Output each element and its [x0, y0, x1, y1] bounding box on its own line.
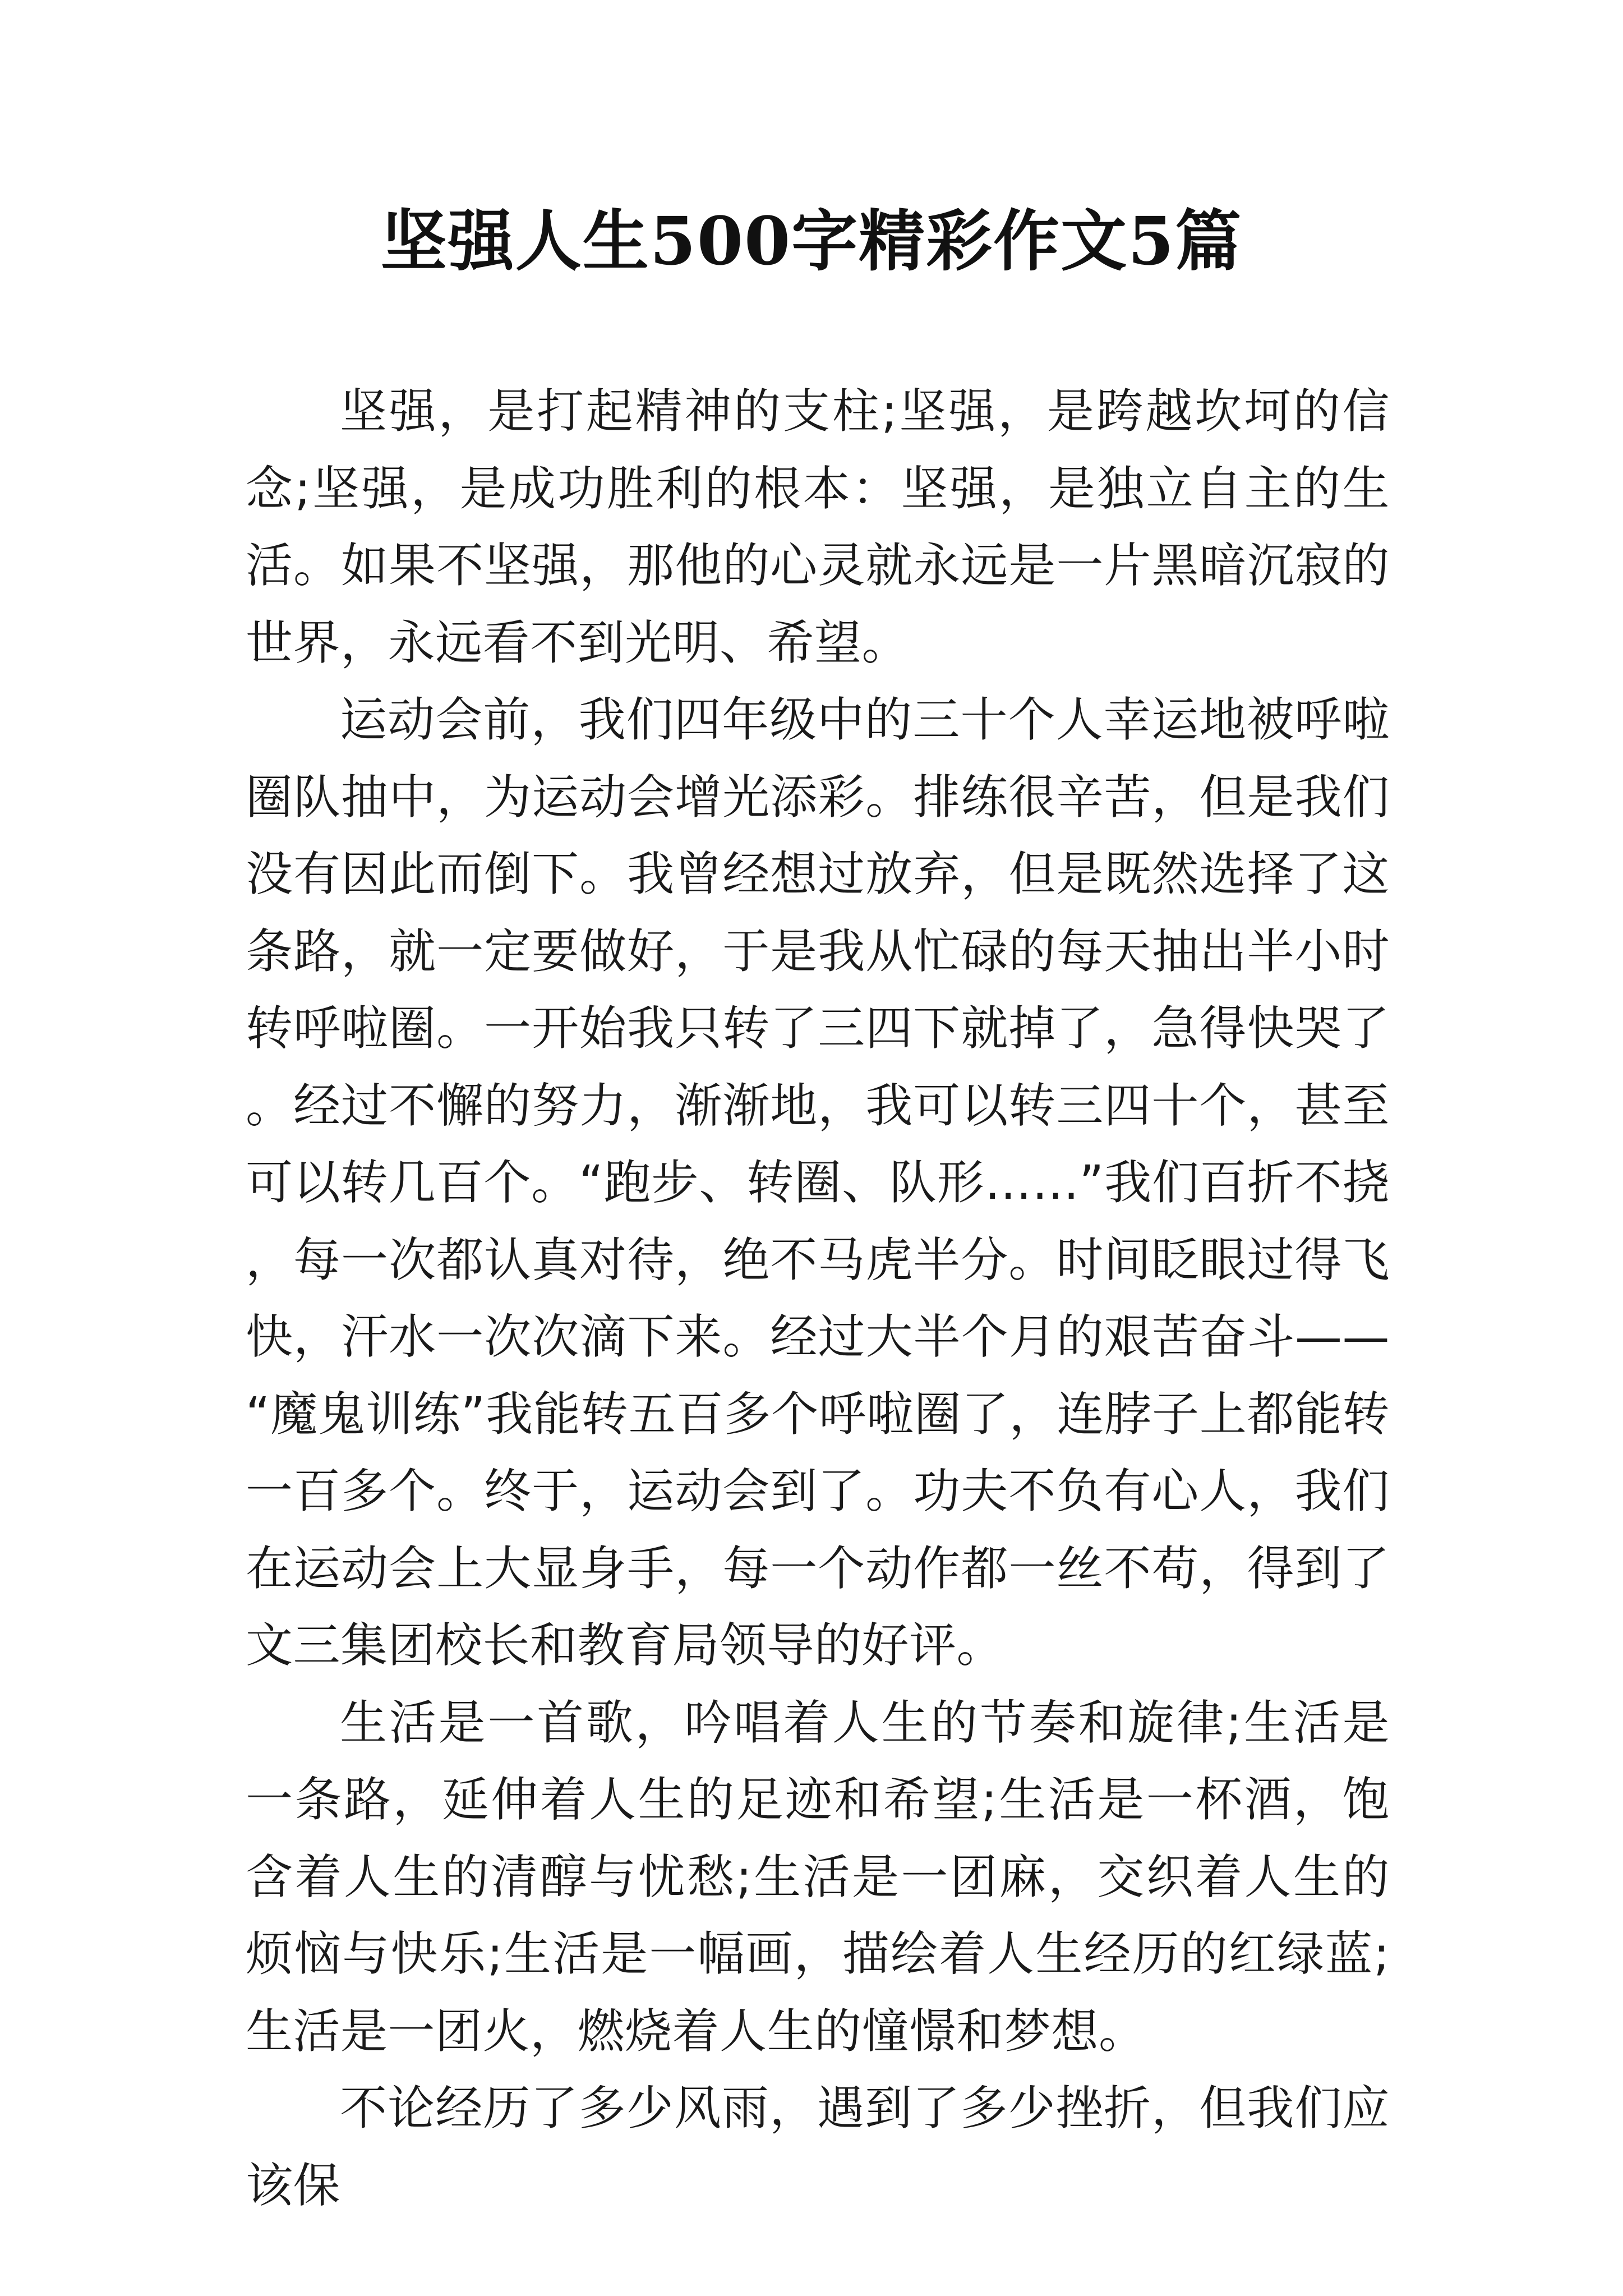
paragraph-4: 不论经历了多少风雨，遇到了多少挫折，但我们应该保	[246, 2081, 1390, 2213]
paragraph-2: 运动会前，我们四年级中的三十个人幸运地被呼啦圈队抽中，为运动会增光添彩。排练很辛苦，但是我们没有因此而倒下。我曾经想过放弃，但是既然选择了这条路，就一定要做好，于是我从忙碌的每天抽出半小时转呼啦圈。一开始我只转了三四下就掉了，急得快哭了。经过不懈的努力，渐渐地，我可以转三四十个，甚至可以转几百个。“跑步、转圈、队形……”我们百折不挠，每一次都认真对待，绝不马虎半分。时间眨眼过得飞快，汗水一次次滴下来。经过大半个月的艰苦奋斗——“魔鬼训练”我能转五百多个呼啦圈了，连脖子上都能转一百多个。终于，运动会到了。功夫不负有心人，我们在运动会上大显身手，每一个动作都一丝不苟，得到了文三集团校长和教育局领导的好评。	[246, 692, 1390, 1673]
document-title: 坚强人生500字精彩作文5篇	[380, 202, 1243, 280]
paragraph-1: 坚强，是打起精神的支柱;坚强，是跨越坎坷的信念;坚强，是成功胜利的根本：坚强，是独立自主的生活。如果不坚强，那他的心灵就永远是一片黑暗沉寂的世界，永远看不到光明、希望。	[246, 384, 1390, 670]
document-body	[246, 373, 1390, 2224]
paragraph-3: 生活是一首歌，吟唱着人生的节奏和旋律;生活是一条路，延伸着人生的足迹和希望;生活是一杯酒，饱含着人生的清醇与忧愁;生活是一团麻，交织着人生的烦恼与快乐;生活是一幅画，描绘着人生经历的红绿蓝;生活是一团火，燃烧着人生的憧憬和梦想。	[246, 1695, 1390, 2059]
